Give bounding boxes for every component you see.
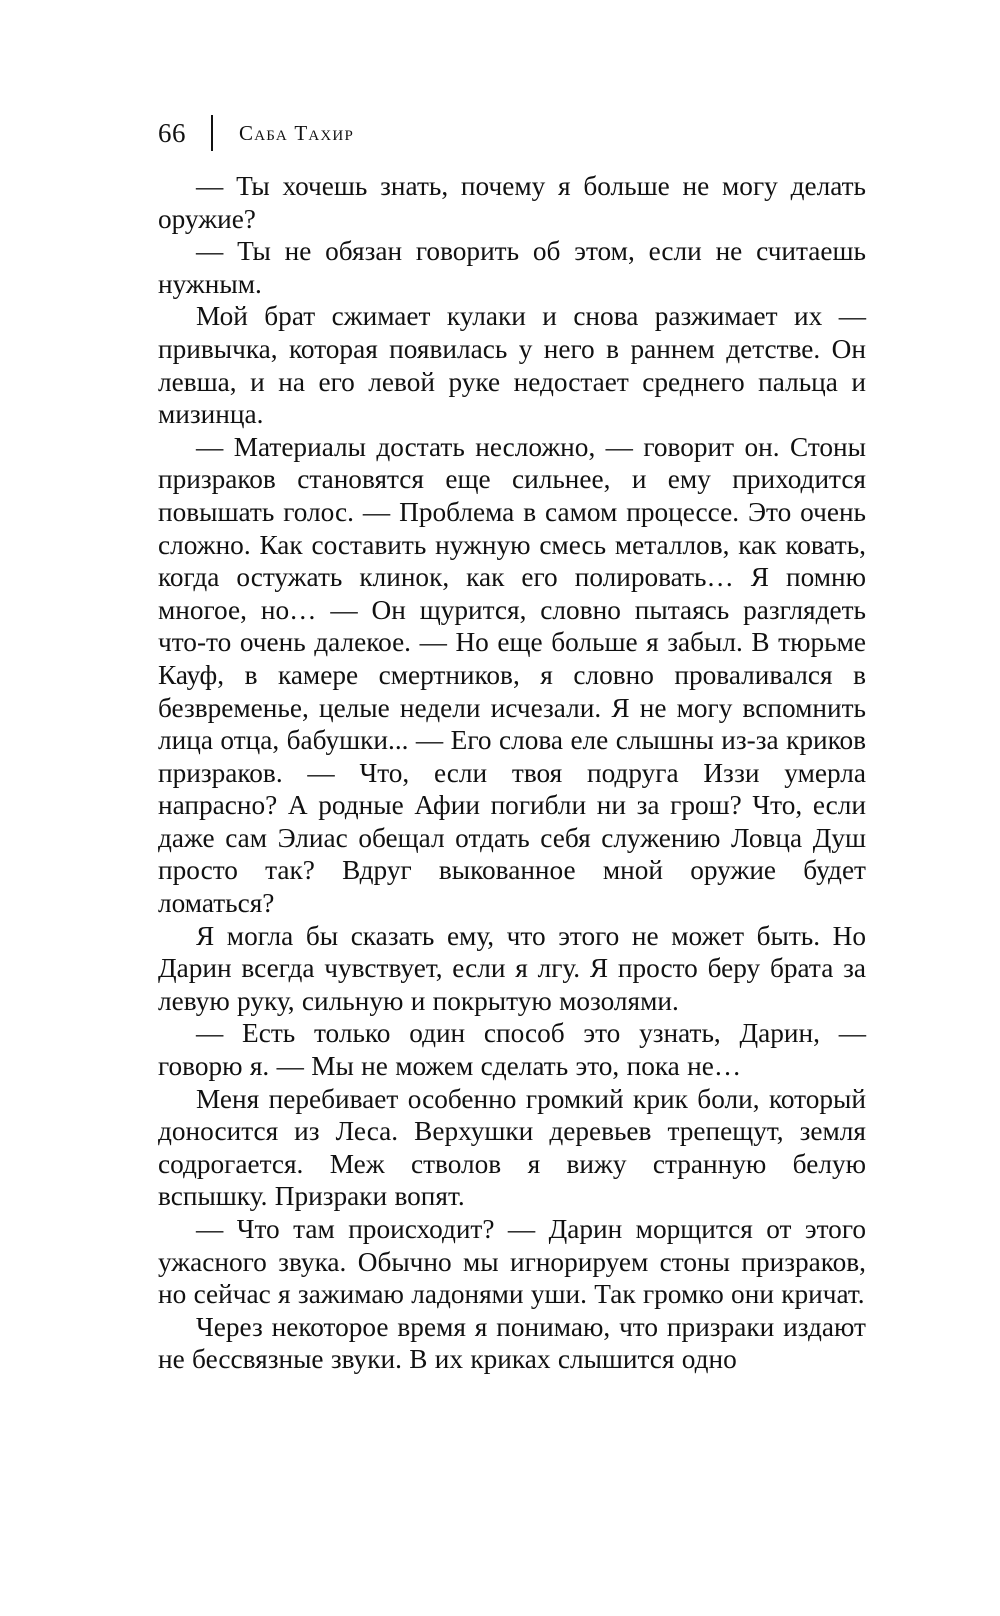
paragraph: — Что там происходит? — Дарин морщится от этого ужасного звука. Обычно мы игнорируем стоны призраков, но сейчас я зажимаю ладонями уши. Так громко они кричат. (158, 1214, 866, 1310)
paragraph: Через некоторое время я понимаю, что призраки издают не бессвязные звуки. В их криках слышится одно (158, 1311, 866, 1375)
running-head (158, 113, 354, 153)
paragraph: Мой брат сжимает кулаки и снова разжимает их — привычка, которая появилась у него в раннем детстве. Он левша, и на его левой руке недостает среднего пальца и мизинца. (158, 301, 866, 430)
paragraph: — Ты не обязан говорить об этом, если не считаешь нужным. (158, 236, 866, 299)
page-number: 66 (158, 117, 186, 148)
paragraph: — Ты хочешь знать, почему я больше не могу делать оружие? (158, 171, 866, 234)
paragraph: Меня перебивает особенно громкий крик боли, который доносится из Леса. Верхушки деревьев трепещут, земля содрогается. Меж стволов я вижу странную белую вспышку. Призраки вопят. (158, 1083, 866, 1212)
paragraph: — Материалы достать несложно, — говорит он. Стоны призраков становятся еще сильнее, и ему приходится повышать голос. — Проблема в самом процессе. Это очень сложно. Как составить нужную смесь металлов, как ковать, когда остужать клинок, как его полировать… Я помню многое, но… — Он щурится, словно пытаясь разглядеть что-то очень далекое. — Но еще больше я забыл. В тюрьме Кауф, в камере смертников, я словно проваливался в безвременье, целые недели исчезали. Я не могу вспомнить лица отца, бабушки... — Его слова еле слышны из-за криков призраков. — Что, если твоя подруга Иззи умерла напрасно? А родные Афии погибли ни за грош? Что, если даже сам Элиас обещал отдать себя служению Ловца Душ просто так? Вдруг выкованное мной оружие будет ломаться? (158, 431, 866, 919)
author-name: Саба Тахир (239, 120, 355, 145)
header-divider (211, 115, 213, 151)
body-text (158, 170, 866, 1376)
paragraph: — Есть только один способ это узнать, Дарин, — говорю я. — Мы не можем сделать это, пока не… (158, 1018, 866, 1082)
paragraph: Я могла бы сказать ему, что этого не может быть. Но Дарин всегда чувствует, если я лгу. Я просто беру брата за левую руку, сильную и покрытую мозолями. (158, 920, 866, 1016)
